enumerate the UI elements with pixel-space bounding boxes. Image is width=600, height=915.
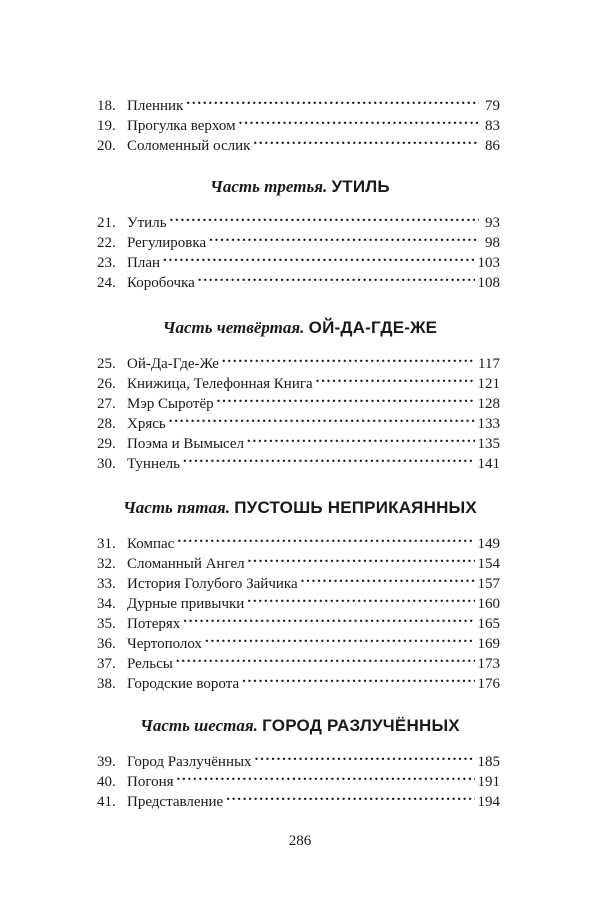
page-number: 286 bbox=[288, 833, 312, 849]
entry-number: 41. bbox=[97, 794, 116, 810]
dot-leader bbox=[242, 668, 474, 688]
entry-number: 29. bbox=[97, 436, 116, 452]
entry-number: 33. bbox=[97, 576, 116, 592]
dot-leader bbox=[247, 588, 474, 608]
entry-title: Сломанный Ангел bbox=[127, 556, 245, 572]
entry-page: 133 bbox=[477, 416, 500, 432]
entry-page: 117 bbox=[478, 356, 500, 372]
dot-leader bbox=[217, 388, 475, 408]
entry-title: Соломенный ослик bbox=[127, 138, 251, 154]
entry-number: 31. bbox=[97, 536, 116, 552]
entry-number: 32. bbox=[97, 556, 116, 572]
dot-leader bbox=[183, 608, 474, 628]
entry-page: 176 bbox=[477, 676, 500, 692]
entry-page: 165 bbox=[477, 616, 500, 632]
entry-page: 79 bbox=[485, 98, 500, 114]
entry-page: 103 bbox=[477, 255, 500, 271]
dot-leader bbox=[247, 428, 474, 448]
dot-leader bbox=[176, 648, 475, 668]
dot-leader bbox=[226, 786, 474, 806]
dot-leader bbox=[205, 628, 474, 648]
entry-page: 157 bbox=[477, 576, 500, 592]
dot-leader bbox=[169, 408, 475, 428]
toc-section-part-two-continued bbox=[97, 90, 500, 154]
dot-leader bbox=[198, 267, 475, 287]
entry-page: 194 bbox=[477, 794, 500, 810]
entry-page: 135 bbox=[477, 436, 500, 452]
entry-title: Городские ворота bbox=[127, 676, 240, 692]
entry-title: Представление bbox=[127, 794, 224, 810]
dot-leader bbox=[301, 568, 475, 588]
entry-number: 39. bbox=[97, 754, 116, 770]
part-name: ГОРОД РАЗЛУЧЁННЫХ bbox=[262, 716, 460, 735]
entry-title: Дурные привычки bbox=[127, 596, 245, 612]
dot-leader bbox=[222, 348, 475, 368]
entry-number: 25. bbox=[97, 356, 116, 372]
part-label: Часть пятая. bbox=[123, 498, 231, 517]
toc-section-part-six bbox=[97, 746, 500, 810]
entry-number: 27. bbox=[97, 396, 116, 412]
entry-title: Хрясь bbox=[127, 416, 166, 432]
part-heading bbox=[0, 715, 600, 737]
entry-title: Прогулка верхом bbox=[127, 118, 236, 134]
part-label: Часть третья. bbox=[210, 177, 328, 196]
entry-title: Мэр Сыротёр bbox=[127, 396, 214, 412]
entry-title: Регулировка bbox=[127, 235, 207, 251]
entry-title: Компас bbox=[127, 536, 175, 552]
entry-page: 141 bbox=[477, 456, 500, 472]
entry-number: 24. bbox=[97, 275, 116, 291]
part-name: ОЙ-ДА-ГДЕ-ЖЕ bbox=[308, 318, 438, 337]
entry-page: 173 bbox=[477, 656, 500, 672]
dot-leader bbox=[239, 110, 479, 130]
entry-number: 22. bbox=[97, 235, 116, 251]
dot-leader bbox=[170, 207, 479, 227]
entry-number: 30. bbox=[97, 456, 116, 472]
entry-number: 36. bbox=[97, 636, 116, 652]
toc-section-part-four bbox=[97, 348, 500, 472]
dot-leader bbox=[255, 746, 475, 766]
entry-number: 38. bbox=[97, 676, 116, 692]
entry-number: 23. bbox=[97, 255, 116, 271]
entry-title: Пленник bbox=[127, 98, 184, 114]
toc-section-part-five bbox=[97, 528, 500, 692]
part-heading bbox=[0, 176, 600, 198]
entry-number: 21. bbox=[97, 215, 116, 231]
dot-leader bbox=[316, 368, 475, 388]
dot-leader bbox=[186, 90, 479, 110]
dot-leader bbox=[177, 766, 475, 786]
entry-title: План bbox=[127, 255, 161, 271]
dot-leader bbox=[253, 130, 479, 150]
toc-entry bbox=[97, 528, 500, 552]
dot-leader bbox=[177, 528, 474, 548]
entry-number: 35. bbox=[97, 616, 116, 632]
toc-entry bbox=[97, 207, 500, 231]
part-name: УТИЛЬ bbox=[331, 177, 390, 196]
entry-number: 28. bbox=[97, 416, 116, 432]
entry-title: История Голубого Зайчика bbox=[127, 576, 298, 592]
entry-number: 40. bbox=[97, 774, 116, 790]
dot-leader bbox=[183, 448, 475, 468]
entry-title: Погоня bbox=[127, 774, 174, 790]
part-heading bbox=[0, 497, 600, 519]
toc-entry bbox=[97, 90, 500, 114]
toc-section-part-three bbox=[97, 207, 500, 291]
entry-page: 191 bbox=[477, 774, 500, 790]
entry-page: 121 bbox=[477, 376, 500, 392]
entry-page: 154 bbox=[477, 556, 500, 572]
entry-number: 18. bbox=[97, 98, 116, 114]
dot-leader bbox=[248, 548, 475, 568]
entry-title: Коробочка bbox=[127, 275, 195, 291]
part-name: ПУСТОШЬ НЕПРИКАЯННЫХ bbox=[234, 498, 477, 517]
entry-title: Потерях bbox=[127, 616, 181, 632]
entry-title: Туннель bbox=[127, 456, 180, 472]
part-label: Часть четвёртая. bbox=[162, 318, 305, 337]
toc-entry bbox=[97, 348, 500, 372]
entry-number: 37. bbox=[97, 656, 116, 672]
entry-page: 160 bbox=[477, 596, 500, 612]
entry-title: Город Разлучённых bbox=[127, 754, 252, 770]
entry-page: 128 bbox=[477, 396, 500, 412]
entry-number: 26. bbox=[97, 376, 116, 392]
toc-entry bbox=[97, 746, 500, 770]
entry-page: 169 bbox=[477, 636, 500, 652]
part-heading bbox=[0, 317, 600, 339]
entry-title: Чертополох bbox=[127, 636, 203, 652]
entry-title: Книжица, Телефонная Книга bbox=[127, 376, 313, 392]
entry-page: 93 bbox=[485, 215, 500, 231]
entry-page: 149 bbox=[477, 536, 500, 552]
entry-number: 34. bbox=[97, 596, 116, 612]
entry-page: 185 bbox=[477, 754, 500, 770]
dot-leader bbox=[209, 227, 479, 247]
entry-number: 20. bbox=[97, 138, 116, 154]
entry-page: 86 bbox=[485, 138, 500, 154]
entry-page: 98 bbox=[485, 235, 500, 251]
entry-title: Ой-Да-Где-Же bbox=[127, 356, 219, 372]
entry-page: 108 bbox=[477, 275, 500, 291]
entry-page: 83 bbox=[485, 118, 500, 134]
part-label: Часть шестая. bbox=[140, 716, 258, 735]
entry-title: Поэма и Вымысел bbox=[127, 436, 245, 452]
entry-title: Утиль bbox=[127, 215, 167, 231]
entry-title: Рельсы bbox=[127, 656, 173, 672]
entry-number: 19. bbox=[97, 118, 116, 134]
dot-leader bbox=[163, 247, 474, 267]
